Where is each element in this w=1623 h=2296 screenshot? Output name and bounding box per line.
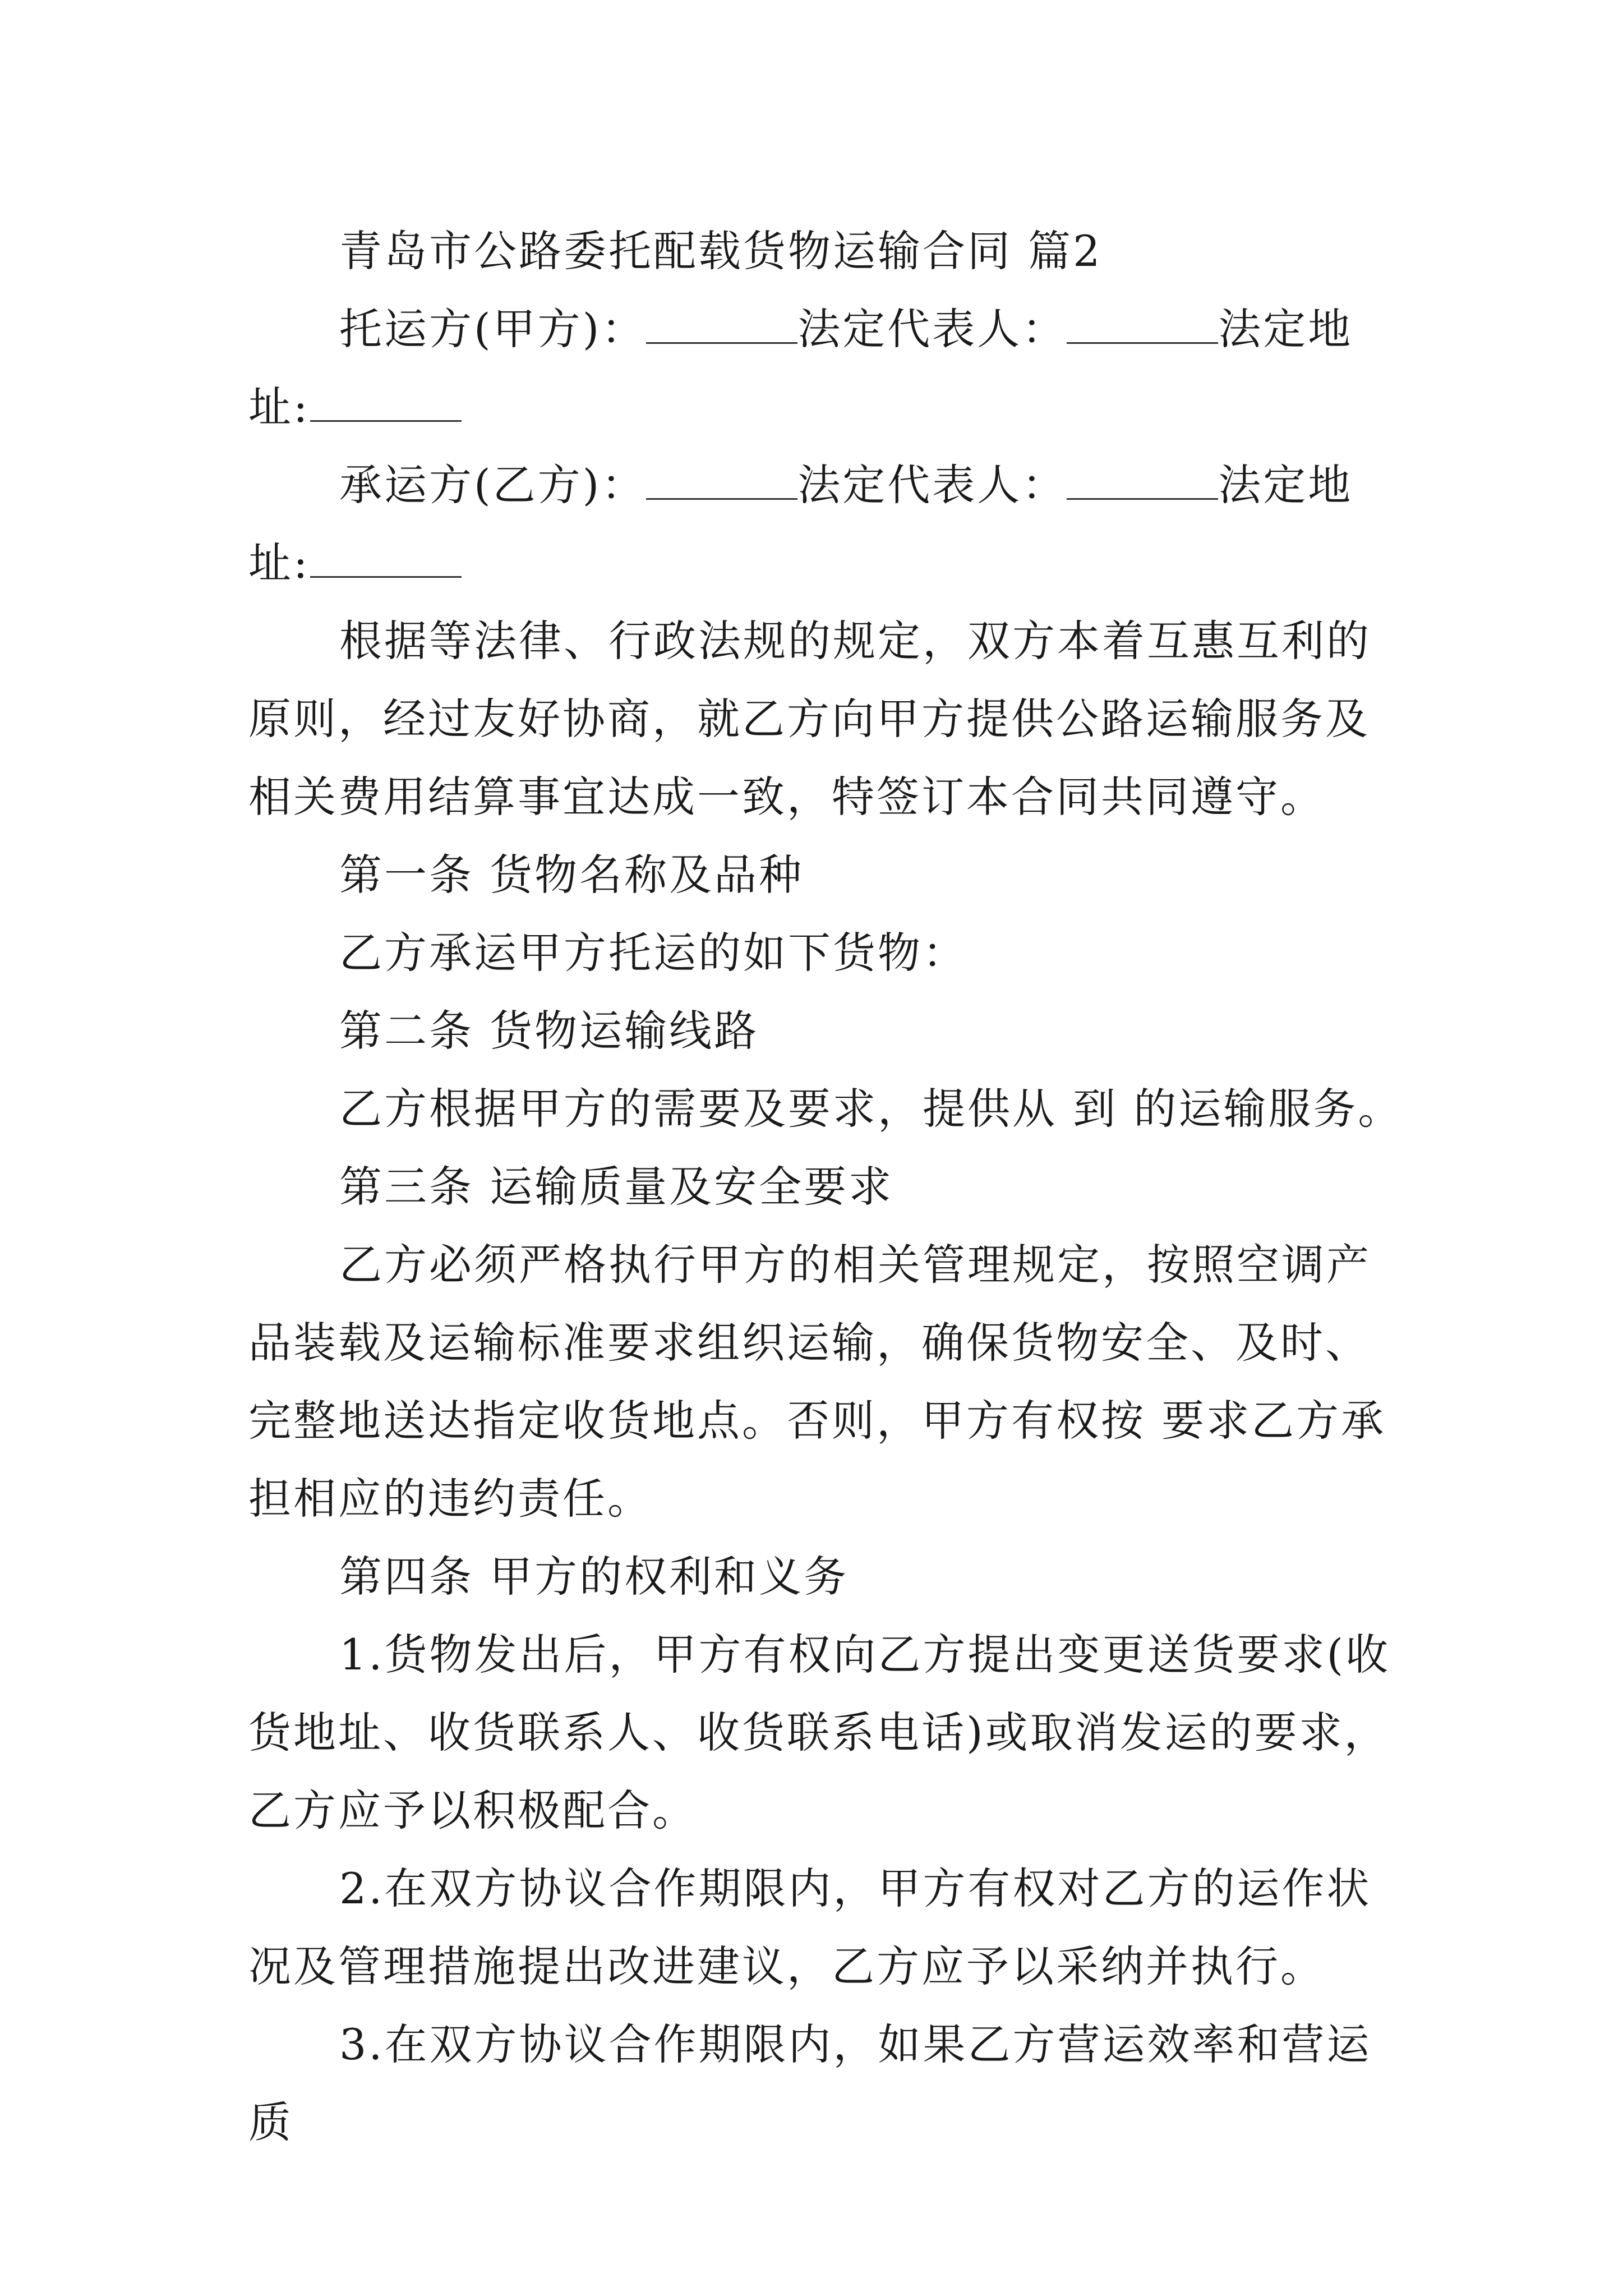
party-a-rep-label: 法定代表人： xyxy=(797,304,1067,354)
party-a-addr-label: 法定地 xyxy=(1218,304,1353,354)
party-b-addr-blank xyxy=(310,537,462,578)
party-b-line xyxy=(248,446,1404,524)
party-a-addr-blank xyxy=(310,381,462,422)
party-b-addr-label: 法定地 xyxy=(1218,460,1353,510)
article-4-heading: 第四条 甲方的权利和义务 xyxy=(339,1552,849,1602)
party-a-rep-blank xyxy=(1067,303,1218,344)
article-4-item-3: 3.在双方协议合作期限内，如果乙方营运效率和营运质 xyxy=(248,2019,1372,2147)
party-b-rep-blank xyxy=(1067,459,1218,500)
article-2-text: 乙方根据甲方的需要及要求，提供从 到 的运输服务。 xyxy=(339,1084,1403,1134)
article-4-item-1: 1.货物发出后，甲方有权向乙方提出变更送货要求(收货地址、收货联系人、收货联系电话)或取消发运的要求，乙方应予以积极配合。 xyxy=(248,1630,1391,1835)
party-a-name-blank xyxy=(646,303,797,344)
party-b-name-blank xyxy=(646,459,797,500)
party-b-addr-line xyxy=(248,524,1404,602)
document-title: 青岛市公路委托配载货物运输合同 篇2 xyxy=(339,226,1103,276)
preamble-paragraph: 根据等法律、行政法规的规定，双方本着互惠互利的原则，经过友好协商，就乙方向甲方提供公路运输服务及相关费用结算事宜达成一致，特签订本合同共同遵守。 xyxy=(248,616,1371,822)
party-b-addr-label-cont: 址: xyxy=(248,538,310,588)
article-2-heading: 第二条 货物运输线路 xyxy=(339,1006,759,1056)
document-body xyxy=(248,212,1404,2161)
article-1-heading: 第一条 货物名称及品种 xyxy=(339,850,804,900)
article-3-text: 乙方必须严格执行甲方的相关管理规定，按照空调产品装载及运输标准要求组织运输，确保货物安全、及时、完整地送达指定收货地点。否则，甲方有权按 要求乙方承担相应的违约责任。 xyxy=(248,1240,1386,1524)
article-4-item-2: 2.在双方协议合作期限内，甲方有权对乙方的运作状况及管理措施提出改进建议，乙方应予以采纳并执行。 xyxy=(248,1864,1372,1991)
party-b-label: 承运方(乙方)： xyxy=(339,460,647,510)
party-a-label: 托运方(甲方)： xyxy=(339,304,647,354)
article-1-text: 乙方承运甲方托运的如下货物： xyxy=(339,928,967,978)
party-b-rep-label: 法定代表人： xyxy=(797,460,1067,510)
article-3-heading: 第三条 运输质量及安全要求 xyxy=(339,1162,894,1212)
party-a-addr-label-cont: 址: xyxy=(248,382,310,432)
party-a-line xyxy=(248,290,1404,368)
party-a-addr-line xyxy=(248,368,1404,446)
